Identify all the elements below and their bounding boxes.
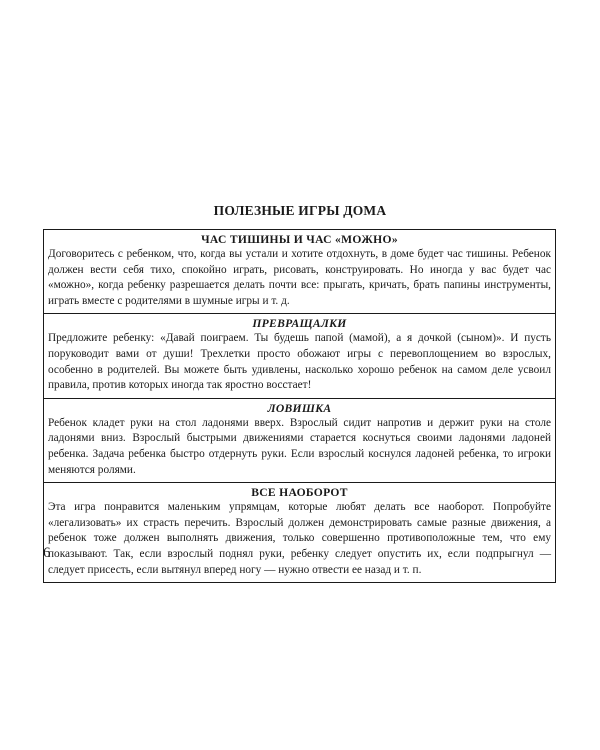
- game-description: Договоритесь с ребенком, что, когда вы устали и хотите отдохнуть, в доме будет час тишины. Ребенок должен вести себя тихо, спокойно играть, рисовать, конструировать. Но иногда у вас будет час «можно», когда ребенку разрешается делать почти все: прыгать, кричать, брать папины инструменты, играть вместе с родителями в шумные игры и т. д.: [48, 248, 551, 307]
- page-number: 6: [43, 545, 51, 561]
- game-title: ПРЕВРАЩАЛКИ: [252, 317, 347, 331]
- game-description: Эта игра понравится маленьким упрямцам, которые любят делать все наоборот. Попробуйте «легализовать» их страсть перечить. Взрослый должен демонстрировать самые разные движения, а ребенок тоже должен выполнять движения, только совершенно противоположные тем, что ему показывают. Так, если взрослый поднял руки, ребенку следует опустить их, если подпрыгнул — следует присесть, если вытянул вперед ногу — нужно отвести ее назад и т. п.: [48, 501, 551, 576]
- game-section-catcher: [44, 398, 555, 482]
- page-title: ПОЛЕЗНЫЕ ИГРЫ ДОМА: [213, 203, 387, 218]
- games-box: [43, 229, 556, 583]
- game-title: ЛОВИШКА: [267, 401, 332, 415]
- game-section-opposite: [44, 482, 555, 582]
- game-section-transformations: [44, 313, 555, 397]
- game-description: Предложите ребенку: «Давай поиграем. Ты будешь папой (мамой), а я дочкой (сыном)». И пусть поруководит вами от души! Трехлетки просто обожают игры с перевоплощением во взрослых, особенно в родителей. Вы можете быть удивлены, насколько хорошо ребенок на самом деле усвоил правила, против которых иногда так яростно восстает!: [48, 332, 551, 392]
- game-description: Ребенок кладет руки на стол ладонями вверх. Взрослый сидит напротив и держит руки на столе ладонями вниз. Взрослый быстрыми движениями старается коснуться своими ладонями ладоней ребенка. Задача ребенка быстро отдернуть руки. Если взрослый коснулся ладоней ребенка, то игроки меняются ролями.: [48, 416, 551, 476]
- game-title: ВСЕ НАОБОРОТ: [251, 486, 348, 500]
- game-title: ЧАС ТИШИНЫ И ЧАС «МОЖНО»: [201, 233, 398, 246]
- game-section-quiet-hour: [44, 230, 555, 313]
